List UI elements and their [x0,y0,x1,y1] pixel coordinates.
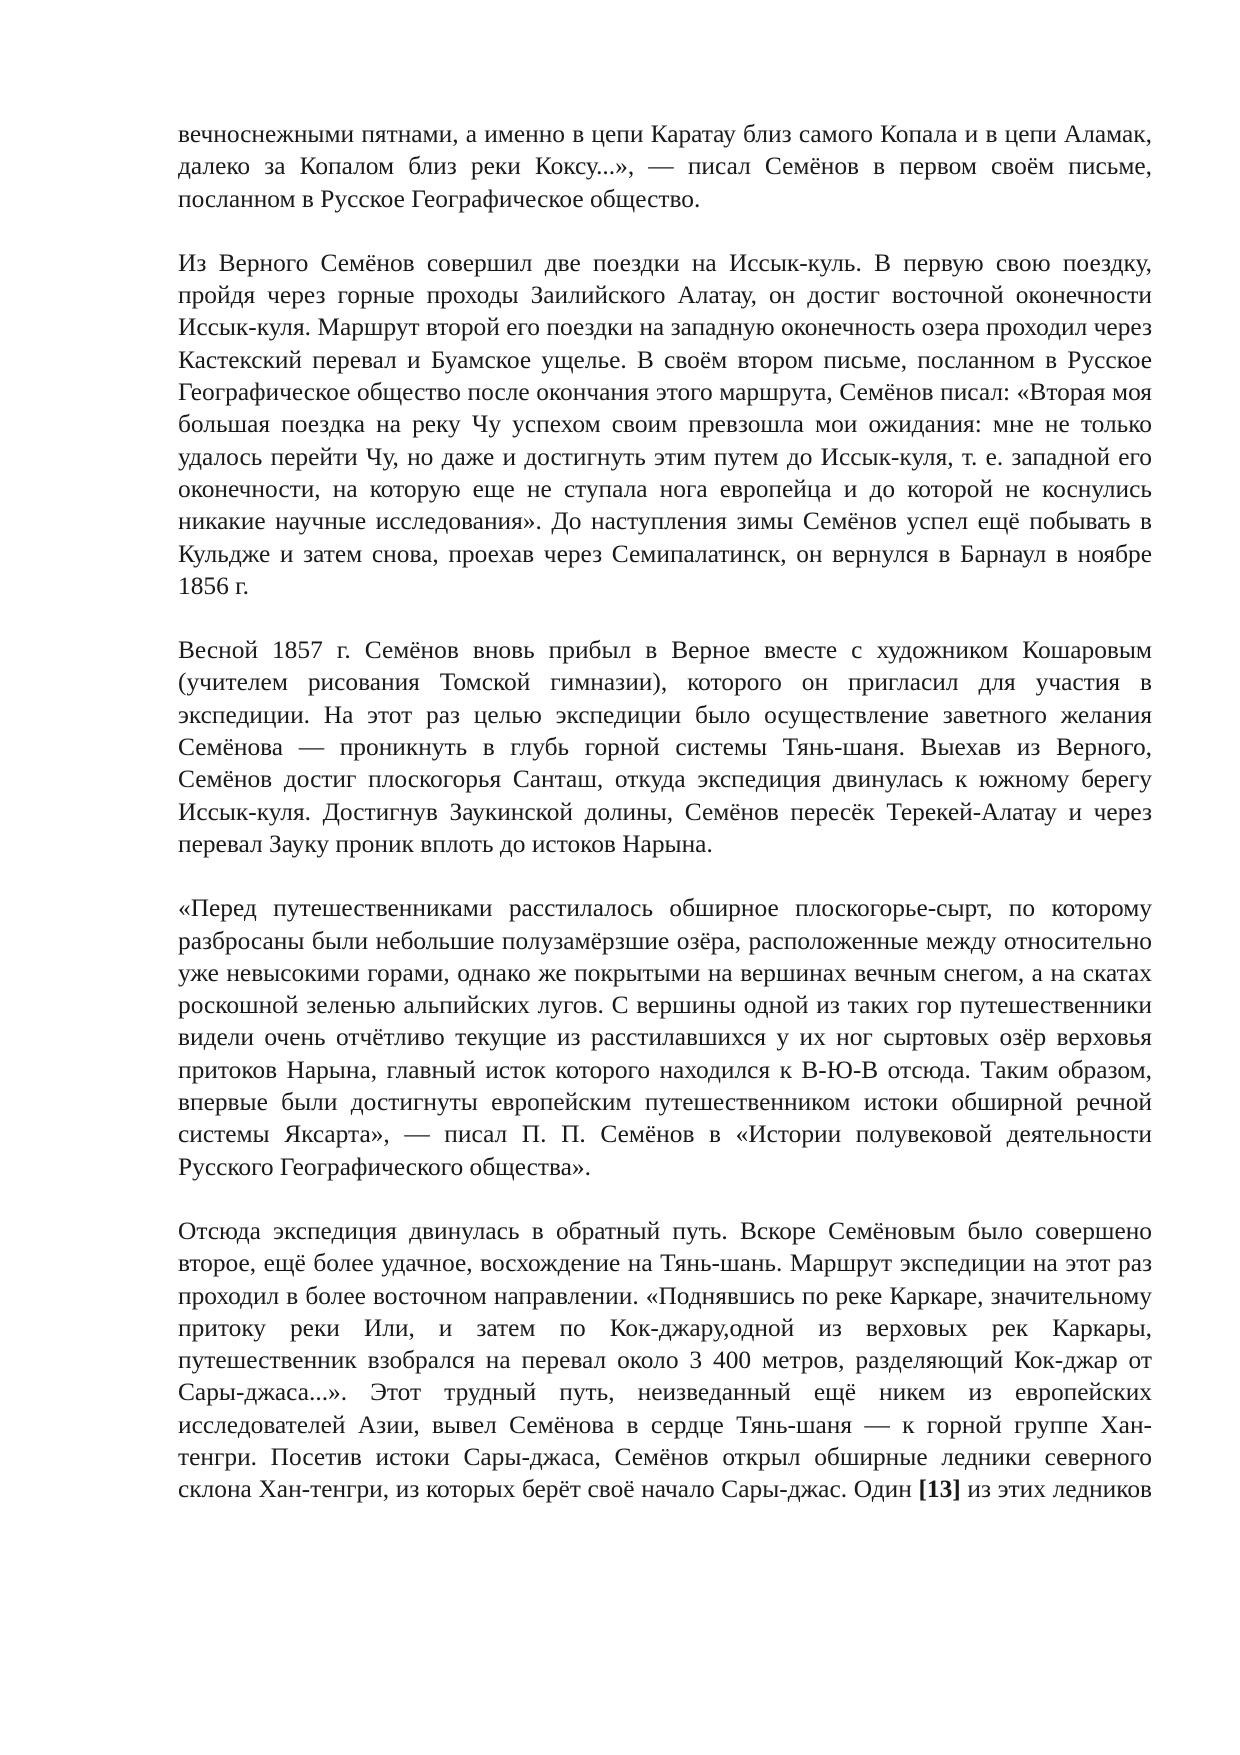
document-page [178,118,1152,1506]
paragraph-5-text-start: Отсюда экспедиция двинулась в обратный путь. Вскоре Семёновым было совершено второе, ещё более удачное, восхождение на Тянь-шань. Маршрут экспедиции на этот раз проходил в более восточном направлении. «Поднявшись по реке Каркаре, значительному притоку реки Или, и затем по Кок-джару,одной из верховых рек Каркары, путешественник взобрался на перевал около 3 400 метров, разделяющий Кок-джар от Сары-джаса...». Этот трудный путь, неизведанный ещё никем из европейских исследователей Азии, вывел Семёнова в сердце Тянь-шаня — к горной группе Хан-тенгри. Посетив истоки Сары-джаса, Семёнов открыл обширные ледники северного склона Хан-тенгри, из которых берёт своё начало Сары-джас. Один [178,1216,1152,1504]
paragraph-5-text-end: из этих ледников [960,1475,1153,1504]
paragraph-5 [178,1215,1152,1506]
paragraph-4: «Перед путешественниками расстилалось обширное плоскогорье-сырт, по которому разбросаны были небольшие полузамёрзшие озёра, расположенные между относительно уже невысокими горами, однако же покрытыми на вершинах вечным снегом, а на скатах роскошной зеленью альпийских лугов. С вершины одной из таких гор путешественники видели очень отчётливо текущие из расстилавшихся у их ног сыртовых озёр верховья притоков Нарына, главный исток которого находился к В-Ю-В отсюда. Таким образом, впервые были достигнуты европейским путешественником истоки обширной речной системы Яксарта», — писал П. П. Семёнов в «Истории полувековой деятельности Русского Географического общества». [178,894,1152,1181]
paragraph-3: Весной 1857 г. Семёнов вновь прибыл в Верное вместе с художником Кошаровым (учителем рисования Томской гимназии), которого он пригласил для участия в экспедиции. На этот раз целью экспедиции было осуществление заветного желания Семёнова — проникнуть в глубь горной системы Тянь-шаня. Выехав из Верного, Семёнов достиг плоскогорья Санташ, откуда экспедиция двинулась к южному берегу Иссык-куля. Достигнув Заукинской долины, Семёнов пересёк Терекей-Алатау и через перевал Зауку проник вплоть до истоков Нарына. [178,636,1152,858]
footnote-reference[interactable]: [13] [918,1475,961,1504]
paragraph-2: Из Верного Семёнов совершил две поездки на Иссык-куль. В первую свою поездку, пройдя через горные проходы Заилийского Алатау, он достиг восточной оконечности Иссык-куля. Маршрут второй его поездки на западную оконечность озера проходил через Кастекский перевал и Буамское ущелье. В своём втором письме, посланном в Русское Географическое общество после окончания этого маршрута, Семёнов писал: «Вторая моя большая поездка на реку Чу успехом своим превзошла мои ожидания: мне не только удалось перейти Чу, но даже и достигнуть этим путем до Иссык-куля, т. е. западной его оконечности, на которую еще не ступала нога европейца и до которой не коснулись никакие научные исследования». До наступления зимы Семёнов успел ещё побывать в Кульдже и затем снова, проехав через Семипалатинск, он вернулся в Барнаул в ноябре 1856 г. [178,248,1152,600]
paragraph-1: вечноснежными пятнами, а именно в цепи Каратау близ самого Копала и в цепи Аламак, далеко за Копалом близ реки Коксу...», — писал Семёнов в первом своём письме, посланном в Русское Географическое общество. [178,120,1152,213]
